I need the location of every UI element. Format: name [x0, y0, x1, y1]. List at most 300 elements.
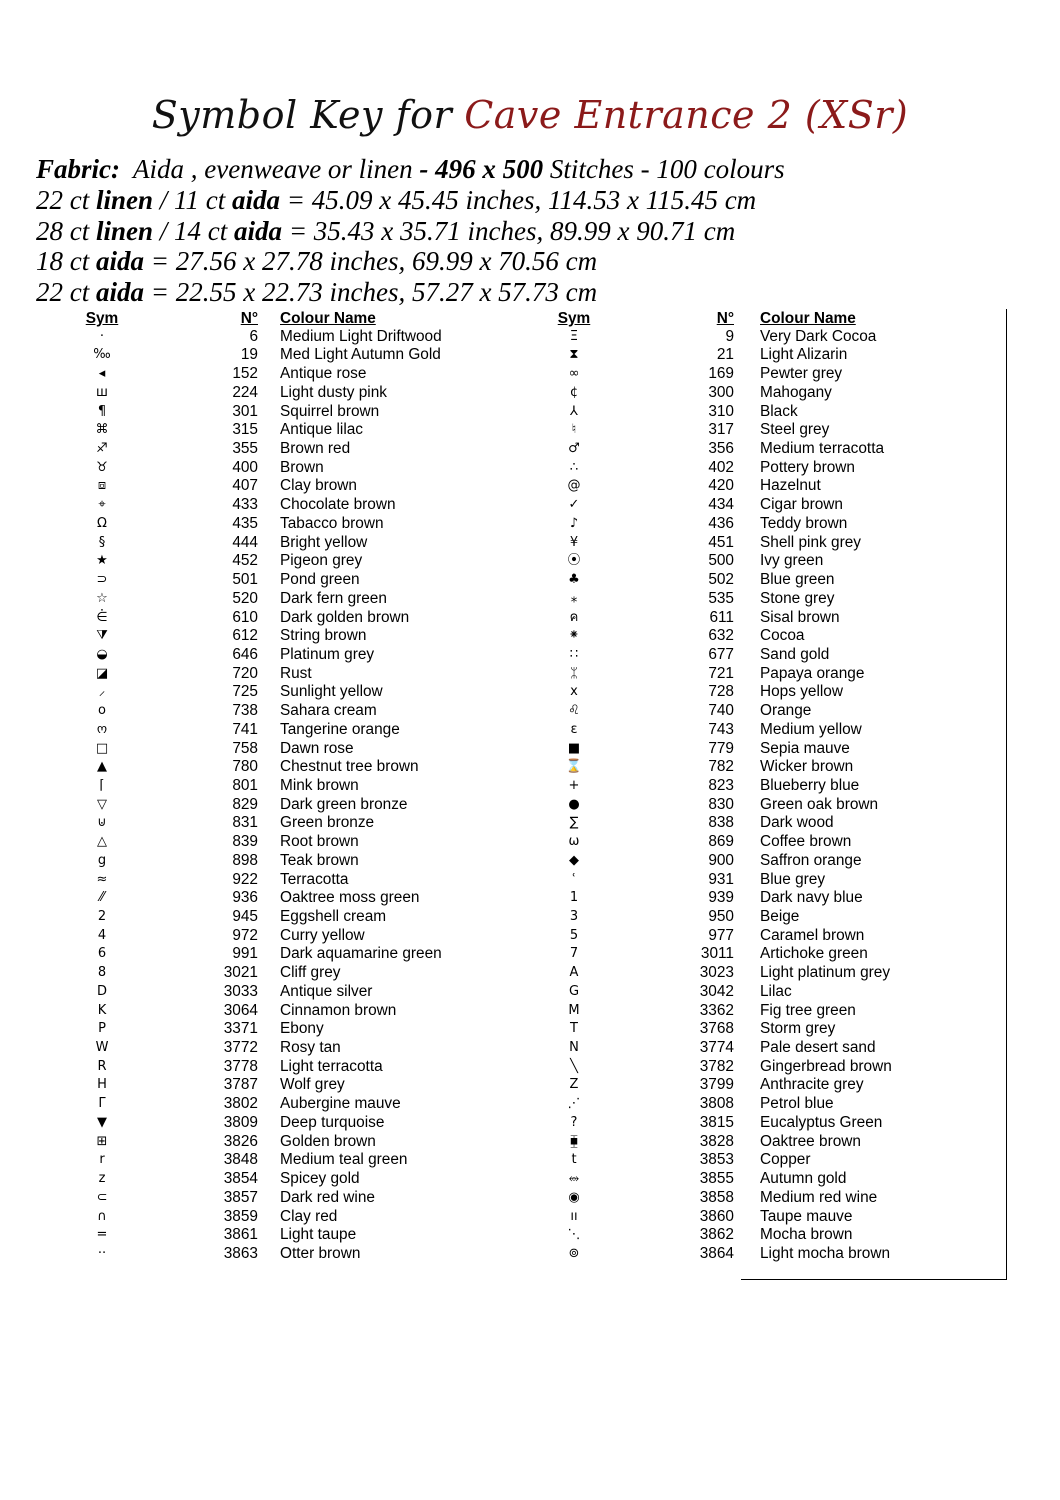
colour-name: Saffron orange — [760, 851, 862, 869]
colour-name: Lilac — [760, 982, 792, 1000]
symbol-glyph: □ — [95, 740, 109, 756]
colour-name: Cocoa — [760, 627, 805, 645]
symbol-glyph: ıı — [570, 1208, 578, 1224]
symbol-glyph: · — [99, 328, 105, 344]
colour-number: 728 — [708, 683, 734, 701]
colour-name: Spicey gold — [280, 1170, 360, 1188]
symbol-glyph: ◒ — [96, 646, 108, 662]
stitches-suffix: Stitches - 100 colours — [543, 154, 785, 184]
colour-number: 407 — [232, 477, 258, 495]
colour-number: 936 — [232, 889, 258, 907]
colour-number: 3033 — [223, 982, 258, 1000]
colour-number: 779 — [708, 739, 734, 757]
colour-number: 301 — [232, 402, 258, 420]
colour-name: Eucalyptus Green — [760, 1113, 883, 1131]
symbol-glyph: A — [569, 965, 579, 981]
colour-number: 3857 — [223, 1188, 258, 1206]
table-row — [70, 871, 1010, 890]
symbol-glyph: r — [99, 1152, 105, 1168]
colour-number: 743 — [708, 720, 734, 738]
colour-number: 801 — [232, 776, 258, 794]
colour-name: Otter brown — [280, 1244, 361, 1262]
table-row — [70, 1114, 1010, 1133]
colour-name: Oaktree moss green — [280, 889, 420, 907]
symbol-glyph: ω — [568, 834, 580, 850]
symbol-glyph: ⧩ — [96, 628, 108, 644]
colour-number: 19 — [240, 346, 258, 364]
colour-name: Dark aquamarine green — [280, 945, 442, 963]
fabric-types: Aida , evenweave or linen — [133, 154, 413, 184]
symbol-glyph: ⋰ — [567, 1096, 581, 1112]
colour-number: 3808 — [699, 1095, 734, 1113]
colour-number: 3848 — [223, 1151, 258, 1169]
symbol-glyph: ♌ — [568, 703, 580, 719]
table-row — [70, 777, 1010, 796]
symbol-glyph: ♂ — [568, 441, 580, 457]
symbol-glyph: ◪ — [95, 665, 109, 681]
symbol-glyph: ᛯ — [570, 665, 578, 681]
table-row — [70, 609, 1010, 628]
colour-number: 3862 — [699, 1226, 734, 1244]
colour-number: 3854 — [223, 1170, 258, 1188]
thread-count: 22 ct — [36, 184, 90, 215]
table-row — [70, 983, 1010, 1002]
colour-name: Pigeon grey — [280, 552, 363, 570]
thread-count: 11 ct — [174, 184, 226, 215]
colour-number: 452 — [232, 552, 258, 570]
symbol-glyph: 5 — [569, 927, 579, 943]
symbol-glyph: ╲ — [570, 1058, 578, 1074]
table-row — [70, 365, 1010, 384]
colour-number: 355 — [232, 440, 258, 458]
fabric-size-line — [36, 216, 1046, 247]
separator: / — [153, 215, 175, 246]
colour-name: Light taupe — [280, 1226, 357, 1244]
symbol-glyph: + — [568, 777, 580, 793]
thread-count: 22 ct — [36, 277, 90, 308]
colour-number: 433 — [232, 496, 258, 514]
fabric-word: aida — [234, 215, 283, 246]
table-row — [70, 814, 1010, 833]
colour-number: 931 — [708, 870, 734, 888]
symbol-glyph: ♮ — [571, 422, 577, 438]
colour-name: Dark green bronze — [280, 795, 408, 813]
thread-count: 28 ct — [36, 215, 90, 246]
table-row — [70, 908, 1010, 927]
symbol-glyph: 2 — [97, 909, 107, 924]
symbol-glyph: ◆ — [569, 852, 579, 868]
colour-name: Med Light Autumn Gold — [280, 346, 441, 364]
fabric-word: linen — [96, 215, 154, 246]
colour-number: 721 — [708, 664, 734, 682]
table-row — [70, 927, 1010, 946]
symbol-glyph: g — [97, 852, 107, 868]
colour-number: 646 — [232, 645, 258, 663]
colour-number: 9 — [725, 327, 734, 345]
symbol-glyph: z — [98, 1171, 106, 1187]
colour-name: Stone grey — [760, 589, 835, 607]
colour-number: 3011 — [700, 945, 734, 963]
colour-number: 3826 — [223, 1132, 258, 1150]
colour-name: Brown red — [280, 440, 351, 458]
table-row — [70, 945, 1010, 964]
colour-number: 3855 — [699, 1170, 734, 1188]
size-lines — [36, 185, 1046, 308]
table-row — [70, 1208, 1010, 1227]
table-right-border — [1006, 309, 1007, 1280]
symbol-glyph: K — [97, 1002, 107, 1018]
colour-name: Platinum grey — [280, 645, 375, 663]
colour-number: 839 — [232, 833, 258, 851]
table-row — [70, 590, 1010, 609]
table-row — [70, 1151, 1010, 1170]
header-sym: Sym — [557, 310, 591, 327]
colour-name: Antique silver — [280, 982, 373, 1000]
symbol-glyph: ∩ — [97, 1208, 107, 1224]
colour-name: Dark golden brown — [280, 608, 410, 626]
colour-number: 991 — [232, 945, 258, 963]
colour-number: 612 — [232, 627, 258, 645]
header-num: N° — [716, 310, 734, 327]
symbol-glyph: M — [568, 1002, 580, 1018]
colour-name: Mocha brown — [760, 1226, 853, 1244]
colour-name: Brown — [280, 458, 324, 476]
colour-number: 152 — [232, 365, 258, 383]
table-row — [70, 1095, 1010, 1114]
symbol-glyph: ʿ — [572, 871, 576, 887]
fabric-label: Fabric: — [36, 154, 120, 184]
symbol-glyph: G — [568, 983, 580, 999]
colour-number: 3774 — [699, 1039, 734, 1057]
colour-number: 3809 — [223, 1113, 258, 1131]
colour-name: Wicker brown — [760, 758, 854, 776]
colour-name: Dawn rose — [280, 739, 354, 757]
colour-number: 315 — [232, 421, 258, 439]
colour-name: Very Dark Cocoa — [760, 327, 877, 345]
colour-number: 420 — [708, 477, 734, 495]
symbol-glyph: ● — [568, 796, 580, 812]
colour-name: Squirrel brown — [280, 402, 380, 420]
table-row — [70, 889, 1010, 908]
separator: / — [153, 184, 175, 215]
colour-number: 535 — [708, 589, 734, 607]
symbol-glyph: Ξ — [569, 328, 579, 344]
title-prefix: Symbol Key for — [151, 93, 453, 137]
colour-number: 3371 — [223, 1020, 258, 1038]
colour-number: 3815 — [699, 1113, 734, 1131]
symbol-glyph: 6 — [97, 946, 107, 962]
colour-number: 3064 — [223, 1001, 258, 1019]
symbol-glyph: ⧗ — [569, 347, 579, 363]
colour-number: 169 — [708, 365, 734, 383]
symbol-glyph: Γ — [98, 1096, 106, 1112]
colour-name: Deep turquoise — [280, 1113, 385, 1131]
symbol-glyph: ≈ — [96, 871, 108, 887]
symbol-glyph: ∞ — [568, 366, 580, 382]
symbol-glyph: ∴ — [569, 459, 579, 475]
colour-name: Medium yellow — [760, 720, 862, 738]
colour-name: Rust — [280, 664, 312, 682]
colour-name: Dark red wine — [280, 1188, 375, 1206]
colour-name: Eggshell cream — [280, 908, 387, 925]
symbol-glyph: ⋱ — [567, 1227, 581, 1243]
colour-name: Sand gold — [760, 645, 830, 663]
colour-number: 21 — [716, 346, 734, 364]
table-row — [70, 1039, 1010, 1058]
colour-name: Root brown — [280, 833, 359, 851]
symbol-glyph: 4 — [97, 927, 107, 943]
colour-name: Teak brown — [280, 851, 359, 869]
symbol-glyph: ⧯ — [569, 1133, 579, 1149]
table-row — [70, 459, 1010, 478]
symbol-glyph: 3 — [569, 909, 579, 924]
symbol-glyph: ⊂ — [96, 1189, 108, 1205]
symbol-glyph: ▲ — [97, 759, 107, 775]
symbol-glyph: ·· — [97, 1245, 107, 1261]
colour-number: 898 — [232, 851, 258, 869]
colour-number: 3782 — [699, 1057, 734, 1075]
symbol-glyph: ⌘ — [95, 422, 109, 438]
colour-number: 939 — [708, 889, 734, 907]
colour-number: 3362 — [699, 1001, 734, 1019]
fabric-size-line — [36, 277, 1046, 308]
colour-number: 435 — [232, 514, 258, 532]
table-row — [70, 665, 1010, 684]
colour-number: 3042 — [699, 982, 734, 1000]
colour-number: 741 — [232, 720, 258, 738]
symbol-glyph: 8 — [97, 965, 107, 981]
symbol-glyph: ■ — [567, 740, 581, 756]
symbol-glyph: ✓ — [568, 497, 580, 513]
colour-number: 720 — [232, 664, 258, 682]
table-row — [70, 646, 1010, 665]
colour-number: 838 — [708, 814, 734, 832]
colour-number: 3023 — [699, 964, 734, 982]
symbol-glyph: △ — [97, 834, 107, 850]
colour-name: Blue grey — [760, 870, 826, 888]
header-colour-name: Colour Name — [280, 310, 376, 327]
symbol-glyph: ค — [569, 609, 579, 625]
table-row — [70, 1076, 1010, 1095]
colour-number: 6 — [249, 327, 258, 345]
fabric-word: aida — [232, 184, 281, 215]
symbol-glyph: ⌖ — [98, 497, 106, 513]
colour-name: Mink brown — [280, 776, 359, 794]
colour-name: Clay red — [280, 1207, 338, 1225]
table-row — [70, 346, 1010, 365]
colour-name: Ebony — [280, 1020, 324, 1038]
symbol-glyph: ? — [570, 1114, 578, 1130]
colour-number: 400 — [232, 458, 258, 476]
colour-name: Petrol blue — [760, 1095, 834, 1113]
colour-number: 310 — [708, 402, 734, 420]
symbol-glyph: ⁕ — [568, 628, 580, 644]
colour-number: 632 — [708, 627, 734, 645]
symbol-glyph: W — [95, 1040, 109, 1056]
colour-name: Chestnut tree brown — [280, 758, 419, 776]
symbol-glyph: = — [96, 1227, 108, 1243]
colour-number: 738 — [232, 702, 258, 720]
colour-number: 830 — [708, 795, 734, 813]
symbol-glyph: 1 — [569, 890, 579, 906]
size-dimensions: = 27.56 x 27.78 inches, 69.99 x 70.56 cm — [150, 246, 598, 277]
colour-name: Medium red wine — [760, 1188, 878, 1206]
symbol-glyph: ო — [96, 721, 108, 737]
colour-number: 434 — [708, 496, 734, 514]
colour-name: Light Alizarin — [760, 346, 848, 364]
colour-name: Curry yellow — [280, 926, 365, 944]
colour-number: 3768 — [699, 1020, 734, 1038]
symbol-glyph: t — [571, 1152, 577, 1168]
colour-name: Golden brown — [280, 1132, 376, 1150]
symbol-glyph: ε — [570, 721, 578, 737]
colour-name: Dark fern green — [280, 589, 387, 607]
symbol-glyph: x — [570, 684, 578, 700]
colour-name: Pewter grey — [760, 365, 843, 383]
header-colour-name: Colour Name — [760, 310, 856, 327]
stitch-count: 496 x 500 — [435, 154, 544, 184]
symbol-glyph: ♐ — [96, 441, 108, 457]
colour-name: Medium teal green — [280, 1151, 408, 1169]
colour-number: 869 — [708, 833, 734, 851]
symbol-glyph: ⁎ — [570, 590, 578, 606]
colour-name: Sunlight yellow — [280, 683, 383, 701]
symbol-glyph: ⊞ — [96, 1133, 108, 1149]
pattern-name: Cave Entrance 2 (XSr) — [464, 93, 909, 137]
colour-number: 356 — [708, 440, 734, 458]
symbol-glyph: ⊃ — [96, 572, 108, 588]
table-row — [70, 1020, 1010, 1039]
colour-name: Papaya orange — [760, 664, 865, 682]
colour-number: 436 — [708, 514, 734, 532]
colour-name: Teddy brown — [760, 514, 848, 532]
fabric-info — [36, 154, 1046, 308]
symbol-glyph: ♉ — [96, 459, 108, 475]
table-row — [70, 1226, 1010, 1245]
colour-number: 3778 — [223, 1057, 258, 1075]
colour-name: Medium terracotta — [760, 440, 885, 458]
symbol-glyph: ∷ — [569, 646, 579, 662]
table-header — [70, 309, 1010, 328]
colour-number: 3021 — [223, 964, 258, 982]
colour-name: Sisal brown — [760, 608, 840, 626]
size-dimensions: = 22.55 x 22.73 inches, 57.27 x 57.73 cm — [150, 277, 598, 308]
table-row — [70, 721, 1010, 740]
colour-number: 3799 — [699, 1076, 734, 1094]
symbol-glyph: @ — [567, 478, 581, 494]
symbol-glyph: ⅄ — [570, 403, 578, 419]
colour-number: 950 — [708, 908, 734, 925]
colour-name: Hops yellow — [760, 683, 843, 701]
symbol-glyph: ⌛ — [565, 759, 583, 775]
colour-name: Light terracotta — [280, 1057, 383, 1075]
colour-number: 444 — [232, 533, 258, 551]
table-row — [70, 328, 1010, 347]
table-row — [70, 477, 1010, 496]
colour-number: 3864 — [699, 1244, 734, 1262]
colour-name: Storm grey — [760, 1020, 836, 1038]
colour-number: 402 — [708, 458, 734, 476]
colour-number: 520 — [232, 589, 258, 607]
symbol-glyph: Z — [569, 1077, 579, 1093]
colour-name: Sepia mauve — [760, 739, 850, 757]
symbol-glyph: § — [98, 534, 106, 550]
colour-name: Light mocha brown — [760, 1244, 891, 1262]
symbol-glyph: N — [569, 1040, 579, 1056]
colour-name: Dark wood — [760, 814, 834, 832]
symbol-glyph: ☆ — [96, 590, 108, 606]
colour-name: Blue green — [760, 571, 835, 589]
symbol-glyph: ⧈ — [97, 478, 107, 494]
symbol-glyph: ⸝ — [98, 684, 106, 700]
colour-name: Beige — [760, 908, 800, 925]
colour-number: 758 — [232, 739, 258, 757]
symbol-glyph: ♪ — [569, 515, 579, 531]
colour-name: String brown — [280, 627, 367, 645]
table-row — [70, 534, 1010, 553]
colour-number: 300 — [708, 383, 734, 401]
colour-name: Light dusty pink — [280, 383, 387, 401]
symbol-glyph: ш — [96, 384, 108, 400]
table-row — [70, 421, 1010, 440]
colour-number: 224 — [232, 383, 258, 401]
colour-name: Ivy green — [760, 552, 824, 570]
colour-name: Caramel brown — [760, 926, 865, 944]
symbol-glyph: 7 — [569, 946, 579, 962]
colour-name: Hazelnut — [760, 477, 821, 495]
fabric-line — [36, 154, 1046, 185]
colour-name: Dark navy blue — [760, 889, 863, 907]
colour-number: 610 — [232, 608, 258, 626]
colour-name: Sahara cream — [280, 702, 377, 720]
colour-number: 823 — [708, 776, 734, 794]
colour-number: 3860 — [699, 1207, 734, 1225]
colour-number: 922 — [232, 870, 258, 888]
symbol-glyph: ⁄⁄ — [99, 890, 105, 906]
colour-number: 972 — [232, 926, 258, 944]
table-row — [70, 440, 1010, 459]
colour-name: Orange — [760, 702, 812, 720]
colour-name: Black — [760, 402, 798, 420]
colour-number: 3861 — [223, 1226, 258, 1244]
colour-number: 725 — [232, 683, 258, 701]
colour-number: 500 — [708, 552, 734, 570]
colour-name: Tabacco brown — [280, 514, 384, 532]
symbol-glyph: ∑ — [569, 815, 579, 831]
colour-number: 3787 — [223, 1076, 258, 1094]
symbol-glyph: D — [96, 983, 107, 999]
colour-name: Green bronze — [280, 814, 375, 832]
table-row — [70, 627, 1010, 646]
table-bottom-border — [741, 1279, 1007, 1280]
colour-name: Artichoke green — [760, 945, 868, 963]
symbol-glyph: ▼ — [97, 1114, 107, 1130]
colour-number: 317 — [708, 421, 734, 439]
page-title — [0, 93, 1060, 137]
table-row — [70, 403, 1010, 422]
table-row — [70, 852, 1010, 871]
colour-name: Taupe mauve — [760, 1207, 853, 1225]
fabric-word: aida — [96, 246, 145, 277]
colour-number: 677 — [708, 645, 734, 663]
header-num: N° — [240, 310, 258, 327]
colour-name: Coffee brown — [760, 833, 852, 851]
symbol-glyph: ⋵ — [96, 609, 108, 625]
symbol-glyph: ¥ — [569, 534, 579, 550]
symbol-glyph: ‰ — [93, 347, 111, 363]
table-row — [70, 758, 1010, 777]
symbol-glyph: ⊚ — [568, 1245, 580, 1261]
